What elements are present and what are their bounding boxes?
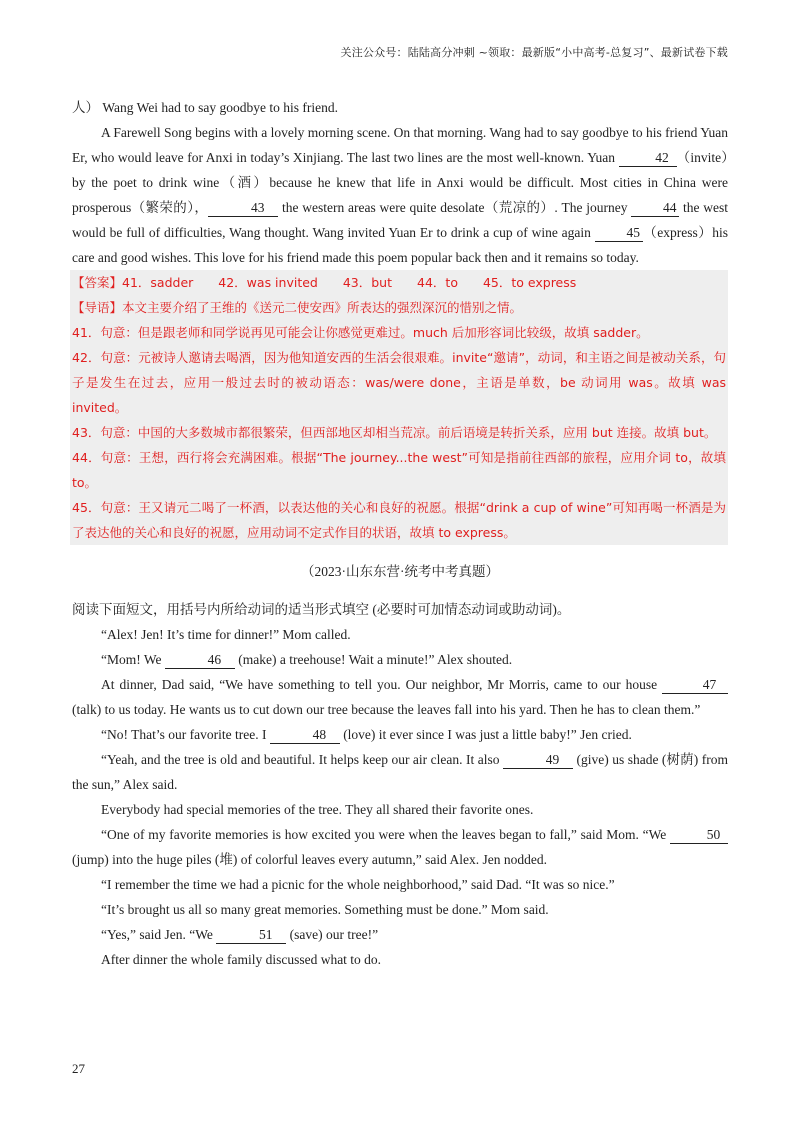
passage1-fragment: 人） Wang Wei had to say goodbye to his friend. xyxy=(72,100,339,115)
passage2-paragraph xyxy=(72,647,728,672)
text-run: （invite）by the poet to drink wine（酒）because he knew that life in Anxi would be difficult. Most cities in China were prosperous（繁荣的）， xyxy=(72,150,728,215)
text-run: (give) us shade (树荫) from the sun,” Alex said. xyxy=(72,752,728,792)
answer-line: 【答案】41．sadder 42．was invited 43．but 44．to 45．to express xyxy=(72,275,577,290)
text-run: (save) our tree!” xyxy=(286,927,379,942)
blank-48: 48 xyxy=(270,726,340,744)
question-source: （2023·山东东营·统考中考真题） xyxy=(301,563,499,579)
blank-47: 47 xyxy=(662,676,728,694)
blank-45: 45 xyxy=(595,224,643,242)
text-run: (love) it ever since I was just a little baby!” Jen cried. xyxy=(339,727,632,742)
passage2-paragraph xyxy=(72,747,728,797)
explanation-45: 45．句意：王又请元二喝了一杯酒，以表达他的关心和良好的祝愿。根据“drink a cup of wine”可知再喝一杯酒是为了表达他的关心和良好的祝愿，应用动词不定式作目的状语，故填 to express。 xyxy=(72,500,726,540)
text-run: “One of my favorite memories is how excited you were when the leaves began to fall,” said Mom. “We xyxy=(101,827,670,842)
answer-section xyxy=(70,270,728,545)
text-run: （express）his care and good wishes. This love for his friend made this poem popular back then and it remains so today. xyxy=(72,225,728,265)
question-instruction: 阅读下面短文，用括号内所给动词的适当形式填空 (必要时可加情态动词或助动词)。 xyxy=(72,602,571,617)
text-run: (jump) into the huge piles (堆) of colorful leaves every autumn,” said Alex. Jen nodded. xyxy=(72,852,547,867)
passage2-paragraph xyxy=(72,722,728,747)
page-header: 关注公众号：陆陆高分冲刺 ~领取：最新版“小中高考-总复习”、最新试卷下载 xyxy=(340,46,728,59)
text-run: At dinner, Dad said, “We have something to tell you. Our neighbor, Mr Morris, came to our house xyxy=(101,677,662,692)
passage2-paragraph: After dinner the whole family discussed what to do. xyxy=(101,952,382,967)
guide-line: 【导语】本文主要介绍了王维的《送元二使安西》所表达的强烈深沉的惜别之情。 xyxy=(72,300,523,315)
blank-43: 43 xyxy=(208,199,278,217)
blank-49: 49 xyxy=(503,751,573,769)
text-run: (talk) to us today. He wants us to cut down our tree because the leaves fall into his yard. Then he has to clean them.” xyxy=(72,702,701,717)
text-run: the west would be full of difficulties, Wang thought. Wang invited Yuan Er to drink a cup of wine again xyxy=(72,200,728,240)
passage2-paragraph: Everybody had special memories of the tree. They all shared their favorite ones. xyxy=(101,802,534,817)
page-number: 27 xyxy=(72,1061,85,1076)
passage2-paragraph: “I remember the time we had a picnic for the whole neighborhood,” said Dad. “It was so nice.” xyxy=(101,877,615,892)
text-run: “No! That’s our favorite tree. I xyxy=(101,727,270,742)
text-run: (make) a treehouse! Wait a minute!” Alex shouted. xyxy=(234,652,513,667)
passage2-paragraph xyxy=(72,672,728,722)
explanation-41: 41．句意：但是跟老师和同学说再见可能会让你感觉更难过。much 后加形容词比较级，故填 sadder。 xyxy=(72,325,649,340)
explanation-42: 42．句意：元被诗人邀请去喝酒，因为他知道安西的生活会很艰难。invite“邀请”，动词，和主语之间是被动关系，句子是发生在过去，应用一般过去时的被动语态：was/were done，主语是单数，be 动词用 was。故填 was invited。 xyxy=(72,350,726,415)
text-run: the western areas were quite desolate（荒凉的）. The journey xyxy=(278,200,632,215)
passage2-paragraph xyxy=(72,822,728,872)
blank-46: 46 xyxy=(165,651,235,669)
text-run: A Farewell Song begins with a lovely morning scene. On that morning. Wang had to say goodbye to his friend Yuan Er, who would leave for Anxi in today’s Xinjiang. The last two lines are the most well-known. Yuan xyxy=(72,125,728,165)
text-run: “Yes,” said Jen. “We xyxy=(101,927,217,942)
text-run: “Yeah, and the tree is old and beautiful. It helps keep our air clean. It also xyxy=(101,752,503,767)
document-body xyxy=(72,95,728,972)
passage2-paragraph: “It’s brought us all so many great memories. Something must be done.” Mom said. xyxy=(101,902,549,917)
passage1-paragraph xyxy=(72,120,728,270)
explanation-44: 44．句意：王想，西行将会充满困难。根据“The journey...the west”可知是指前往西部的旅程，应用介词 to，故填 to。 xyxy=(72,450,726,490)
blank-42: 42 xyxy=(619,149,677,167)
passage2-paragraph xyxy=(72,922,728,947)
explanation-43: 43．句意：中国的大多数城市都很繁荣，但西部地区却相当荒凉。前后语境是转折关系，应用 but 连接。故填 but。 xyxy=(72,425,717,440)
blank-44: 44 xyxy=(631,199,679,217)
blank-51: 51 xyxy=(216,926,286,944)
text-run: “Mom! We xyxy=(101,652,165,667)
passage2-paragraph: “Alex! Jen! It’s time for dinner!” Mom called. xyxy=(101,627,351,642)
blank-50: 50 xyxy=(670,826,728,844)
